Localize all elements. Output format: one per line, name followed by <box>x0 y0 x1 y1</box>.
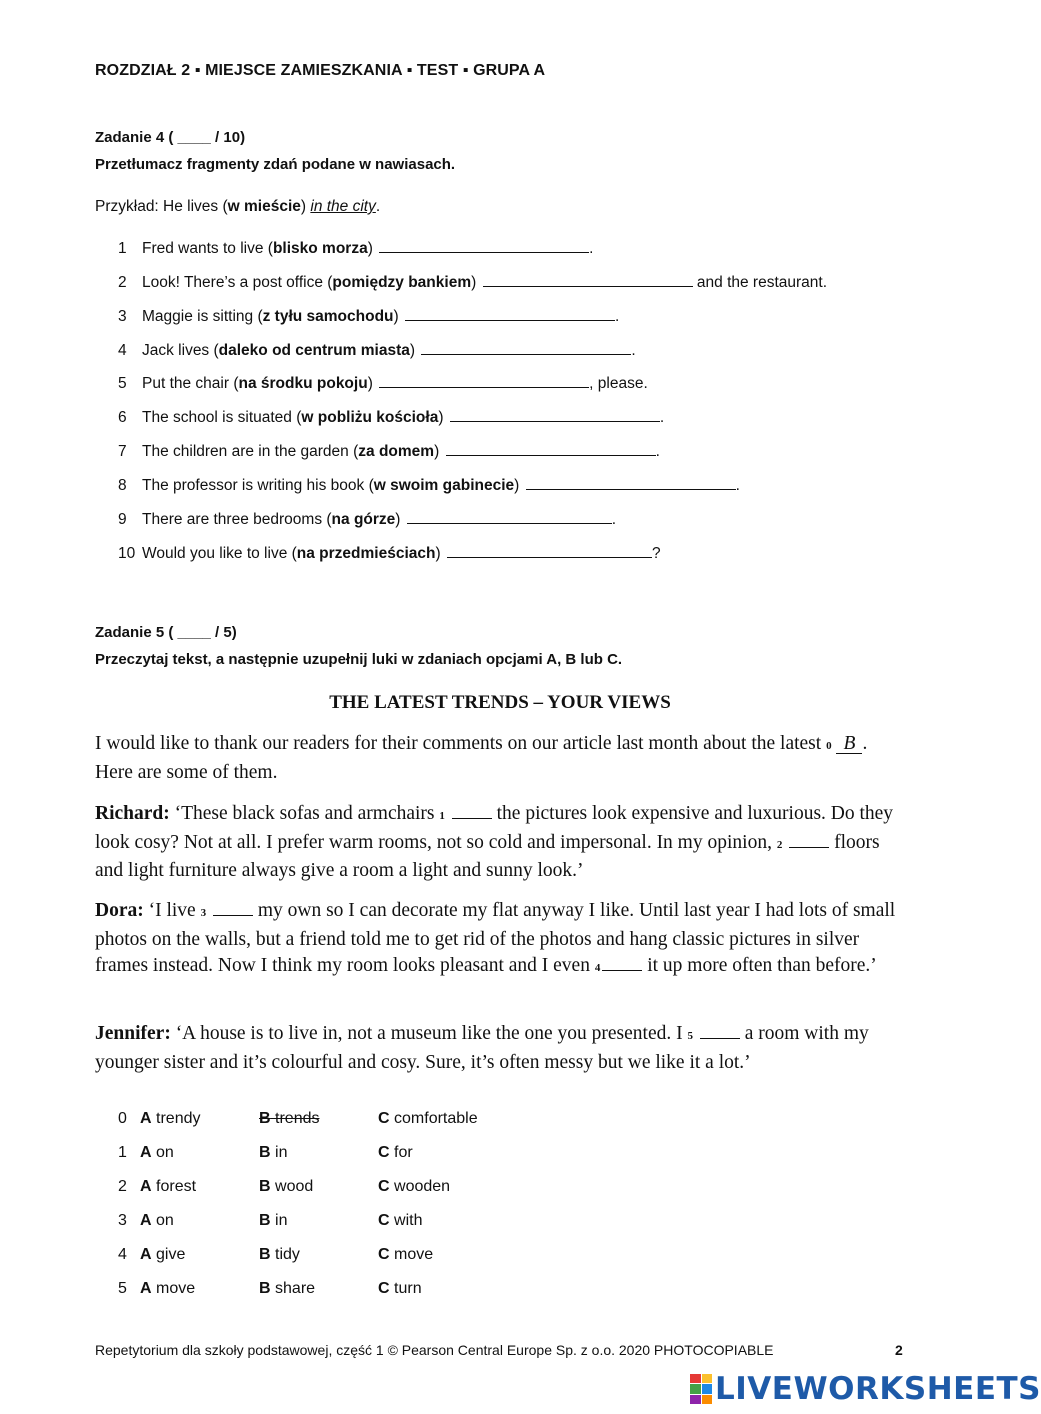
example-end: . <box>375 198 381 215</box>
task4-item <box>118 308 619 326</box>
item-bold-phrase: z tyłu samochodu <box>262 308 394 325</box>
option-c-text: for <box>394 1144 413 1161</box>
gap-5[interactable] <box>700 1024 740 1039</box>
option-number: 1 <box>118 1144 127 1161</box>
gap-number-5: 5 <box>687 1030 693 1042</box>
item-number: 6 <box>118 409 127 426</box>
option-c-text: move <box>394 1246 434 1263</box>
task4-item <box>118 443 660 461</box>
option-b[interactable] <box>259 1212 287 1230</box>
item-bold-phrase: w swoim gabinecie <box>373 477 515 494</box>
paragraph-text: floors and light furniture always give a room a light and sunny look.’ <box>95 831 880 881</box>
option-row <box>118 1280 518 1302</box>
task4-item <box>118 409 664 427</box>
item-number: 5 <box>118 375 127 392</box>
option-letter-a: A <box>140 1144 152 1161</box>
option-letter-c: C <box>378 1144 390 1161</box>
answer-blank[interactable] <box>483 274 693 287</box>
task4-item <box>118 545 661 563</box>
option-b[interactable] <box>259 1246 300 1264</box>
option-letter-c: C <box>378 1280 390 1297</box>
example-answer: in the city <box>310 198 376 215</box>
item-paren-close: ) <box>435 545 441 562</box>
option-letter-b: B <box>259 1246 271 1263</box>
option-b-text: share <box>275 1280 316 1297</box>
option-b[interactable] <box>259 1280 315 1298</box>
item-text: Put the chair ( <box>142 375 239 392</box>
task4-item <box>118 511 616 529</box>
logo-text: LIVEWORKSHEETS <box>715 1371 1041 1407</box>
option-c[interactable] <box>378 1280 422 1298</box>
logo-block <box>690 1395 701 1404</box>
paragraph-text: a room with my younger sister and it’s colourful and cosy. Sure, it’s often messy but we like it a lot.’ <box>95 1023 869 1073</box>
item-end: . <box>659 409 665 426</box>
item-number: 1 <box>118 240 127 257</box>
logo-block <box>702 1384 713 1393</box>
item-bold-phrase: daleko od centrum miasta <box>218 342 410 359</box>
task5-title: Zadanie 5 ( ____ / 5) <box>95 624 237 641</box>
item-text: Jack lives ( <box>142 342 219 359</box>
task4-title: Zadanie 4 ( ____ / 10) <box>95 129 246 146</box>
option-letter-a: A <box>140 1280 152 1297</box>
item-paren-close: ) <box>434 443 440 460</box>
option-b[interactable] <box>259 1144 287 1162</box>
logo-block <box>690 1384 701 1393</box>
item-end: , please. <box>589 375 648 392</box>
option-a[interactable] <box>140 1280 195 1298</box>
option-letter-a: A <box>140 1178 152 1195</box>
item-paren-close: ) <box>367 375 373 392</box>
option-row <box>118 1246 518 1268</box>
item-bold-phrase: za domem <box>358 443 435 460</box>
option-a-text: give <box>156 1246 186 1263</box>
option-letter-c: C <box>378 1178 390 1195</box>
option-letter-b: B <box>259 1144 271 1161</box>
item-end: . <box>735 477 740 494</box>
option-letter-b: B <box>259 1110 271 1127</box>
answer-blank[interactable] <box>446 443 656 456</box>
paragraph-text: ‘These black sofas and armchairs <box>169 803 440 824</box>
paragraph-dora <box>95 898 900 982</box>
item-text: The school is situated ( <box>142 409 302 426</box>
option-c[interactable] <box>378 1178 450 1196</box>
item-number: 2 <box>118 274 127 291</box>
option-letter-b: B <box>259 1178 271 1195</box>
item-number: 10 <box>118 545 136 562</box>
item-end: ? <box>651 545 661 562</box>
option-a-text: on <box>156 1212 174 1229</box>
option-a[interactable] <box>140 1110 200 1128</box>
gap-number-3: 3 <box>200 907 207 919</box>
item-text: There are three bedrooms ( <box>142 511 332 528</box>
item-paren-close: ) <box>409 342 416 359</box>
gap-number-2: 2 <box>776 838 783 851</box>
speaker-name: Richard: <box>95 803 170 824</box>
option-letter-c: C <box>378 1212 390 1229</box>
option-row <box>118 1178 518 1200</box>
option-a[interactable] <box>140 1178 196 1196</box>
option-c[interactable] <box>378 1110 478 1128</box>
option-letter-a: A <box>140 1212 152 1229</box>
item-text: Maggie is sitting ( <box>142 308 263 325</box>
speaker-name: Dora: <box>95 900 144 921</box>
option-number: 0 <box>118 1110 127 1127</box>
option-row <box>118 1212 518 1234</box>
item-paren-close: ) <box>514 477 520 494</box>
item-number: 8 <box>118 477 127 494</box>
item-text: The children are in the garden ( <box>142 443 359 460</box>
option-row <box>118 1144 518 1166</box>
option-letter-b: B <box>259 1212 271 1229</box>
logo-mark-icon <box>690 1374 712 1404</box>
task4-example <box>95 198 380 216</box>
item-bold-phrase: na przedmieściach <box>296 545 436 562</box>
option-a[interactable] <box>140 1144 174 1162</box>
example-bold: w mieście <box>227 198 301 215</box>
task4-instruction: Przetłumacz fragmenty zdań podane w nawiasach. <box>95 156 456 173</box>
gap-1[interactable] <box>452 804 492 819</box>
item-end: . <box>615 308 620 325</box>
speaker-name: Jennifer: <box>95 1023 171 1044</box>
gap-number-0: 0 <box>826 740 832 752</box>
answer-blank[interactable] <box>379 240 589 253</box>
option-a-text: move <box>156 1280 196 1297</box>
option-number: 3 <box>118 1212 127 1229</box>
item-paren-close: ) <box>438 409 444 426</box>
footer-copyright: Repetytorium dla szkoły podstawowej, część 1 © Pearson Central Europe Sp. z o.o. 2020 PHOTOCOPIABLE <box>95 1342 774 1358</box>
paragraph-text: ‘A house is to live in, not a museum like the one you presented. I <box>170 1023 688 1044</box>
item-number: 3 <box>118 308 127 325</box>
item-text: Would you like to live ( <box>142 545 297 562</box>
task4-item <box>118 477 740 495</box>
gap-number-1: 1 <box>439 810 445 822</box>
task4-item <box>118 342 636 360</box>
answer-blank[interactable] <box>526 477 736 490</box>
intro-text: I would like to thank our readers for their comments on our article last month about the latest <box>95 733 827 754</box>
option-a-text: on <box>156 1144 174 1161</box>
item-bold-phrase: pomiędzy bankiem <box>332 274 472 291</box>
page-header: ROZDZIAŁ 2 ▪ MIEJSCE ZAMIESZKANIA ▪ TEST ▪ GRUPA A <box>95 62 546 79</box>
answer-blank[interactable] <box>379 375 589 388</box>
answer-blank[interactable] <box>421 342 631 355</box>
example-prefix: Przykład: He lives ( <box>95 198 228 215</box>
item-bold-phrase: na górze <box>331 511 396 528</box>
option-c-text: with <box>394 1212 423 1229</box>
answer-blank[interactable] <box>450 409 660 422</box>
option-letter-c: C <box>378 1110 390 1127</box>
option-b-text: trends <box>275 1110 320 1127</box>
option-letter-a: A <box>140 1110 152 1127</box>
item-end: . <box>631 342 636 359</box>
gap-3[interactable] <box>213 901 253 916</box>
article-title: THE LATEST TRENDS – YOUR VIEWS <box>329 692 671 713</box>
option-a[interactable] <box>140 1246 185 1264</box>
option-b-text: in <box>275 1144 288 1161</box>
option-letter-b: B <box>259 1280 271 1297</box>
logo-block <box>690 1374 701 1383</box>
page-number: 2 <box>895 1342 903 1358</box>
paragraph-richard <box>95 801 900 885</box>
option-number: 5 <box>118 1280 127 1297</box>
paragraph-text: ‘I live <box>143 900 201 921</box>
option-c-text: comfortable <box>394 1110 478 1127</box>
option-c[interactable] <box>378 1144 413 1162</box>
option-number: 2 <box>118 1178 127 1195</box>
option-number: 4 <box>118 1246 127 1263</box>
option-letter-a: A <box>140 1246 152 1263</box>
item-number: 9 <box>118 511 127 528</box>
option-a[interactable] <box>140 1212 174 1230</box>
answer-blank[interactable] <box>405 308 615 321</box>
option-b[interactable] <box>259 1178 313 1196</box>
option-b-text: wood <box>275 1178 314 1195</box>
gap-number-4: 4 <box>594 962 601 974</box>
option-b-text: tidy <box>275 1246 300 1263</box>
liveworksheets-logo <box>690 1372 1041 1406</box>
option-b[interactable] <box>259 1110 319 1128</box>
gap-0-answer[interactable]: B <box>836 735 862 754</box>
option-a-text: forest <box>156 1178 197 1195</box>
logo-block <box>702 1395 713 1404</box>
option-c[interactable] <box>378 1212 422 1230</box>
task4-item <box>118 375 648 393</box>
paragraph-text: my own so I can decorate my flat anyway I like. Until last year I had lots of small photos on the walls, but a friend told me to get rid of the photos and hang classic pictures in silver frames instead. Now I think my room looks pleasant and I even <box>95 900 896 976</box>
item-number: 4 <box>118 342 127 359</box>
option-c-text: turn <box>394 1280 422 1297</box>
item-paren-close: ) <box>395 511 401 528</box>
item-text: Fred wants to live ( <box>142 240 273 257</box>
logo-block <box>702 1374 713 1383</box>
option-a-text: trendy <box>156 1110 201 1127</box>
option-c-text: wooden <box>394 1178 451 1195</box>
item-end: . <box>611 511 617 528</box>
item-bold-phrase: w pobliżu kościoła <box>301 409 439 426</box>
option-b-text: in <box>275 1212 288 1229</box>
article-intro <box>95 731 900 786</box>
paragraph-text: the pictures look expensive and luxurious. Do they look cosy? Not at all. I prefer warm rooms, not so cold and impersonal. In my opinion, <box>95 803 894 853</box>
item-number: 7 <box>118 443 127 460</box>
item-end: . <box>655 443 660 460</box>
item-text: Look! There’s a post office ( <box>142 274 333 291</box>
paragraph-jennifer <box>95 1021 900 1076</box>
task4-item <box>118 274 827 292</box>
item-paren-close: ) <box>471 274 477 291</box>
task5-instruction: Przeczytaj tekst, a następnie uzupełnij luki w zdaniach opcjami A, B lub C. <box>95 651 623 668</box>
paragraph-text: it up more often than before.’ <box>642 955 877 976</box>
gap-2[interactable] <box>789 833 829 848</box>
example-mid: ) <box>300 198 311 215</box>
task4-item <box>118 240 593 258</box>
item-end: and the restaurant. <box>692 274 828 291</box>
intro-end: . Here are some of them. <box>95 733 868 783</box>
item-text: The professor is writing his book ( <box>142 477 374 494</box>
item-bold-phrase: blisko morza <box>272 240 368 257</box>
option-row <box>118 1110 518 1132</box>
item-paren-close: ) <box>367 240 373 257</box>
answer-blank[interactable] <box>447 545 652 558</box>
option-c[interactable] <box>378 1246 433 1264</box>
item-bold-phrase: na środku pokoju <box>238 375 368 392</box>
item-paren-close: ) <box>393 308 399 325</box>
item-end: . <box>589 240 594 257</box>
option-letter-c: C <box>378 1246 390 1263</box>
answer-blank[interactable] <box>407 511 612 524</box>
gap-4[interactable] <box>602 956 642 971</box>
